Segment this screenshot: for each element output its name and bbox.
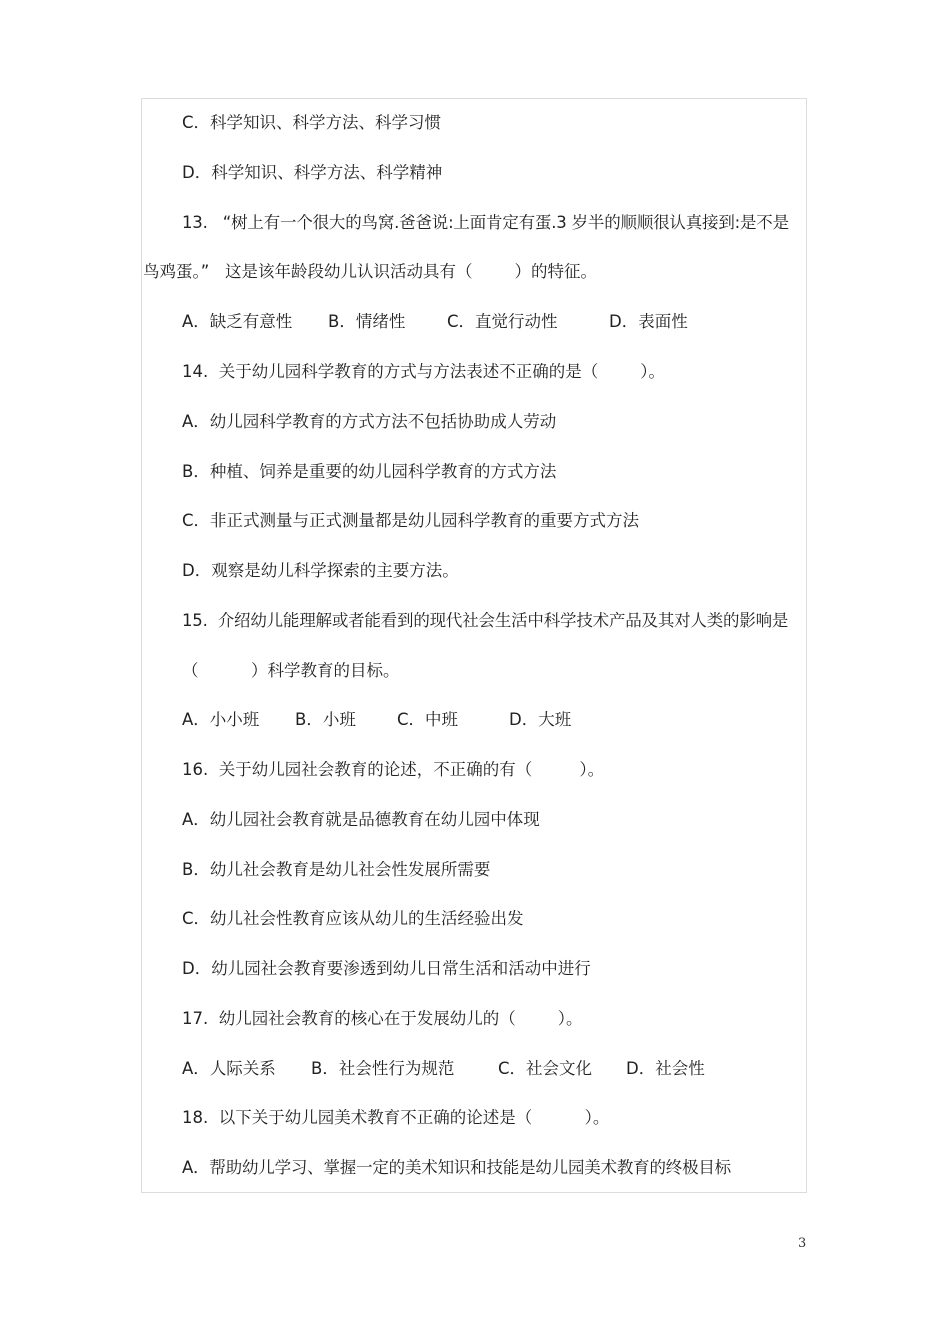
q15-option-d: D．大班: [509, 710, 572, 729]
q17-option-b: B．社会性行为规范: [311, 1059, 455, 1078]
q16-option-c: C．幼儿社会性教育应该从幼儿的生活经验出发: [182, 909, 524, 928]
q15-stem-line-1: 15. 介绍幼儿能理解或者能看到的现代社会生活中科学技术产品及其对人类的影响是: [182, 611, 789, 630]
q15-option-a: A．小小班: [182, 710, 260, 729]
page-number: 3: [798, 1236, 807, 1251]
q13-stem-line-1: 13. “树上有一个很大的鸟窝.爸爸说:上面肯定有蛋.3 岁半的顺顺很认真接到:是不是: [182, 213, 789, 232]
q16-option-b: B．幼儿社会教育是幼儿社会性发展所需要: [182, 860, 491, 879]
q13-option-a: A．缺乏有意性: [182, 312, 293, 331]
q12-option-c: C．科学知识、科学方法、科学习惯: [182, 113, 442, 132]
q14-option-d: D．观察是幼儿科学探索的主要方法。: [182, 561, 459, 580]
q15-option-b: B．小班: [295, 710, 356, 729]
q17-option-a: A．人际关系: [182, 1059, 276, 1078]
q16-stem: 16. 关于幼儿园社会教育的论述，不正确的有（ ）。: [182, 760, 605, 779]
q17-stem: 17. 幼儿园社会教育的核心在于发展幼儿的（ ）。: [182, 1009, 583, 1028]
q14-option-a: A．幼儿园科学教育的方式方法不包括协助成人劳动: [182, 412, 557, 431]
q18-option-a: A．帮助幼儿学习、掌握一定的美术知识和技能是幼儿园美术教育的终极目标: [182, 1158, 731, 1177]
q17-option-c: C．社会文化: [498, 1059, 593, 1078]
q18-stem: 18. 以下关于幼儿园美术教育不正确的论述是（ ）。: [182, 1108, 610, 1127]
q14-option-c: C．非正式测量与正式测量都是幼儿园科学教育的重要方式方法: [182, 511, 640, 530]
q15-stem-line-2: （ ）科学教育的目标。: [182, 661, 400, 680]
q13-option-d: D．表面性: [609, 312, 688, 331]
q17-option-d: D．社会性: [626, 1059, 705, 1078]
q13-option-b: B．情绪性: [328, 312, 406, 331]
q14-stem: 14. 关于幼儿园科学教育的方式与方法表述不正确的是（ ）。: [182, 362, 665, 381]
q13-option-c: C．直觉行动性: [447, 312, 558, 331]
q13-stem-line-2: 鸟鸡蛋。” 这是该年龄段幼儿认识活动具有（ ）的特征。: [143, 262, 597, 281]
q16-option-a: A．幼儿园社会教育就是品德教育在幼儿园中体现: [182, 810, 540, 829]
q15-option-c: C．中班: [397, 710, 459, 729]
q12-option-d: D．科学知识、科学方法、科学精神: [182, 163, 443, 182]
q14-option-b: B．种植、饲养是重要的幼儿园科学教育的方式方法: [182, 462, 557, 481]
q16-option-d: D．幼儿园社会教育要渗透到幼儿日常生活和活动中进行: [182, 959, 591, 978]
